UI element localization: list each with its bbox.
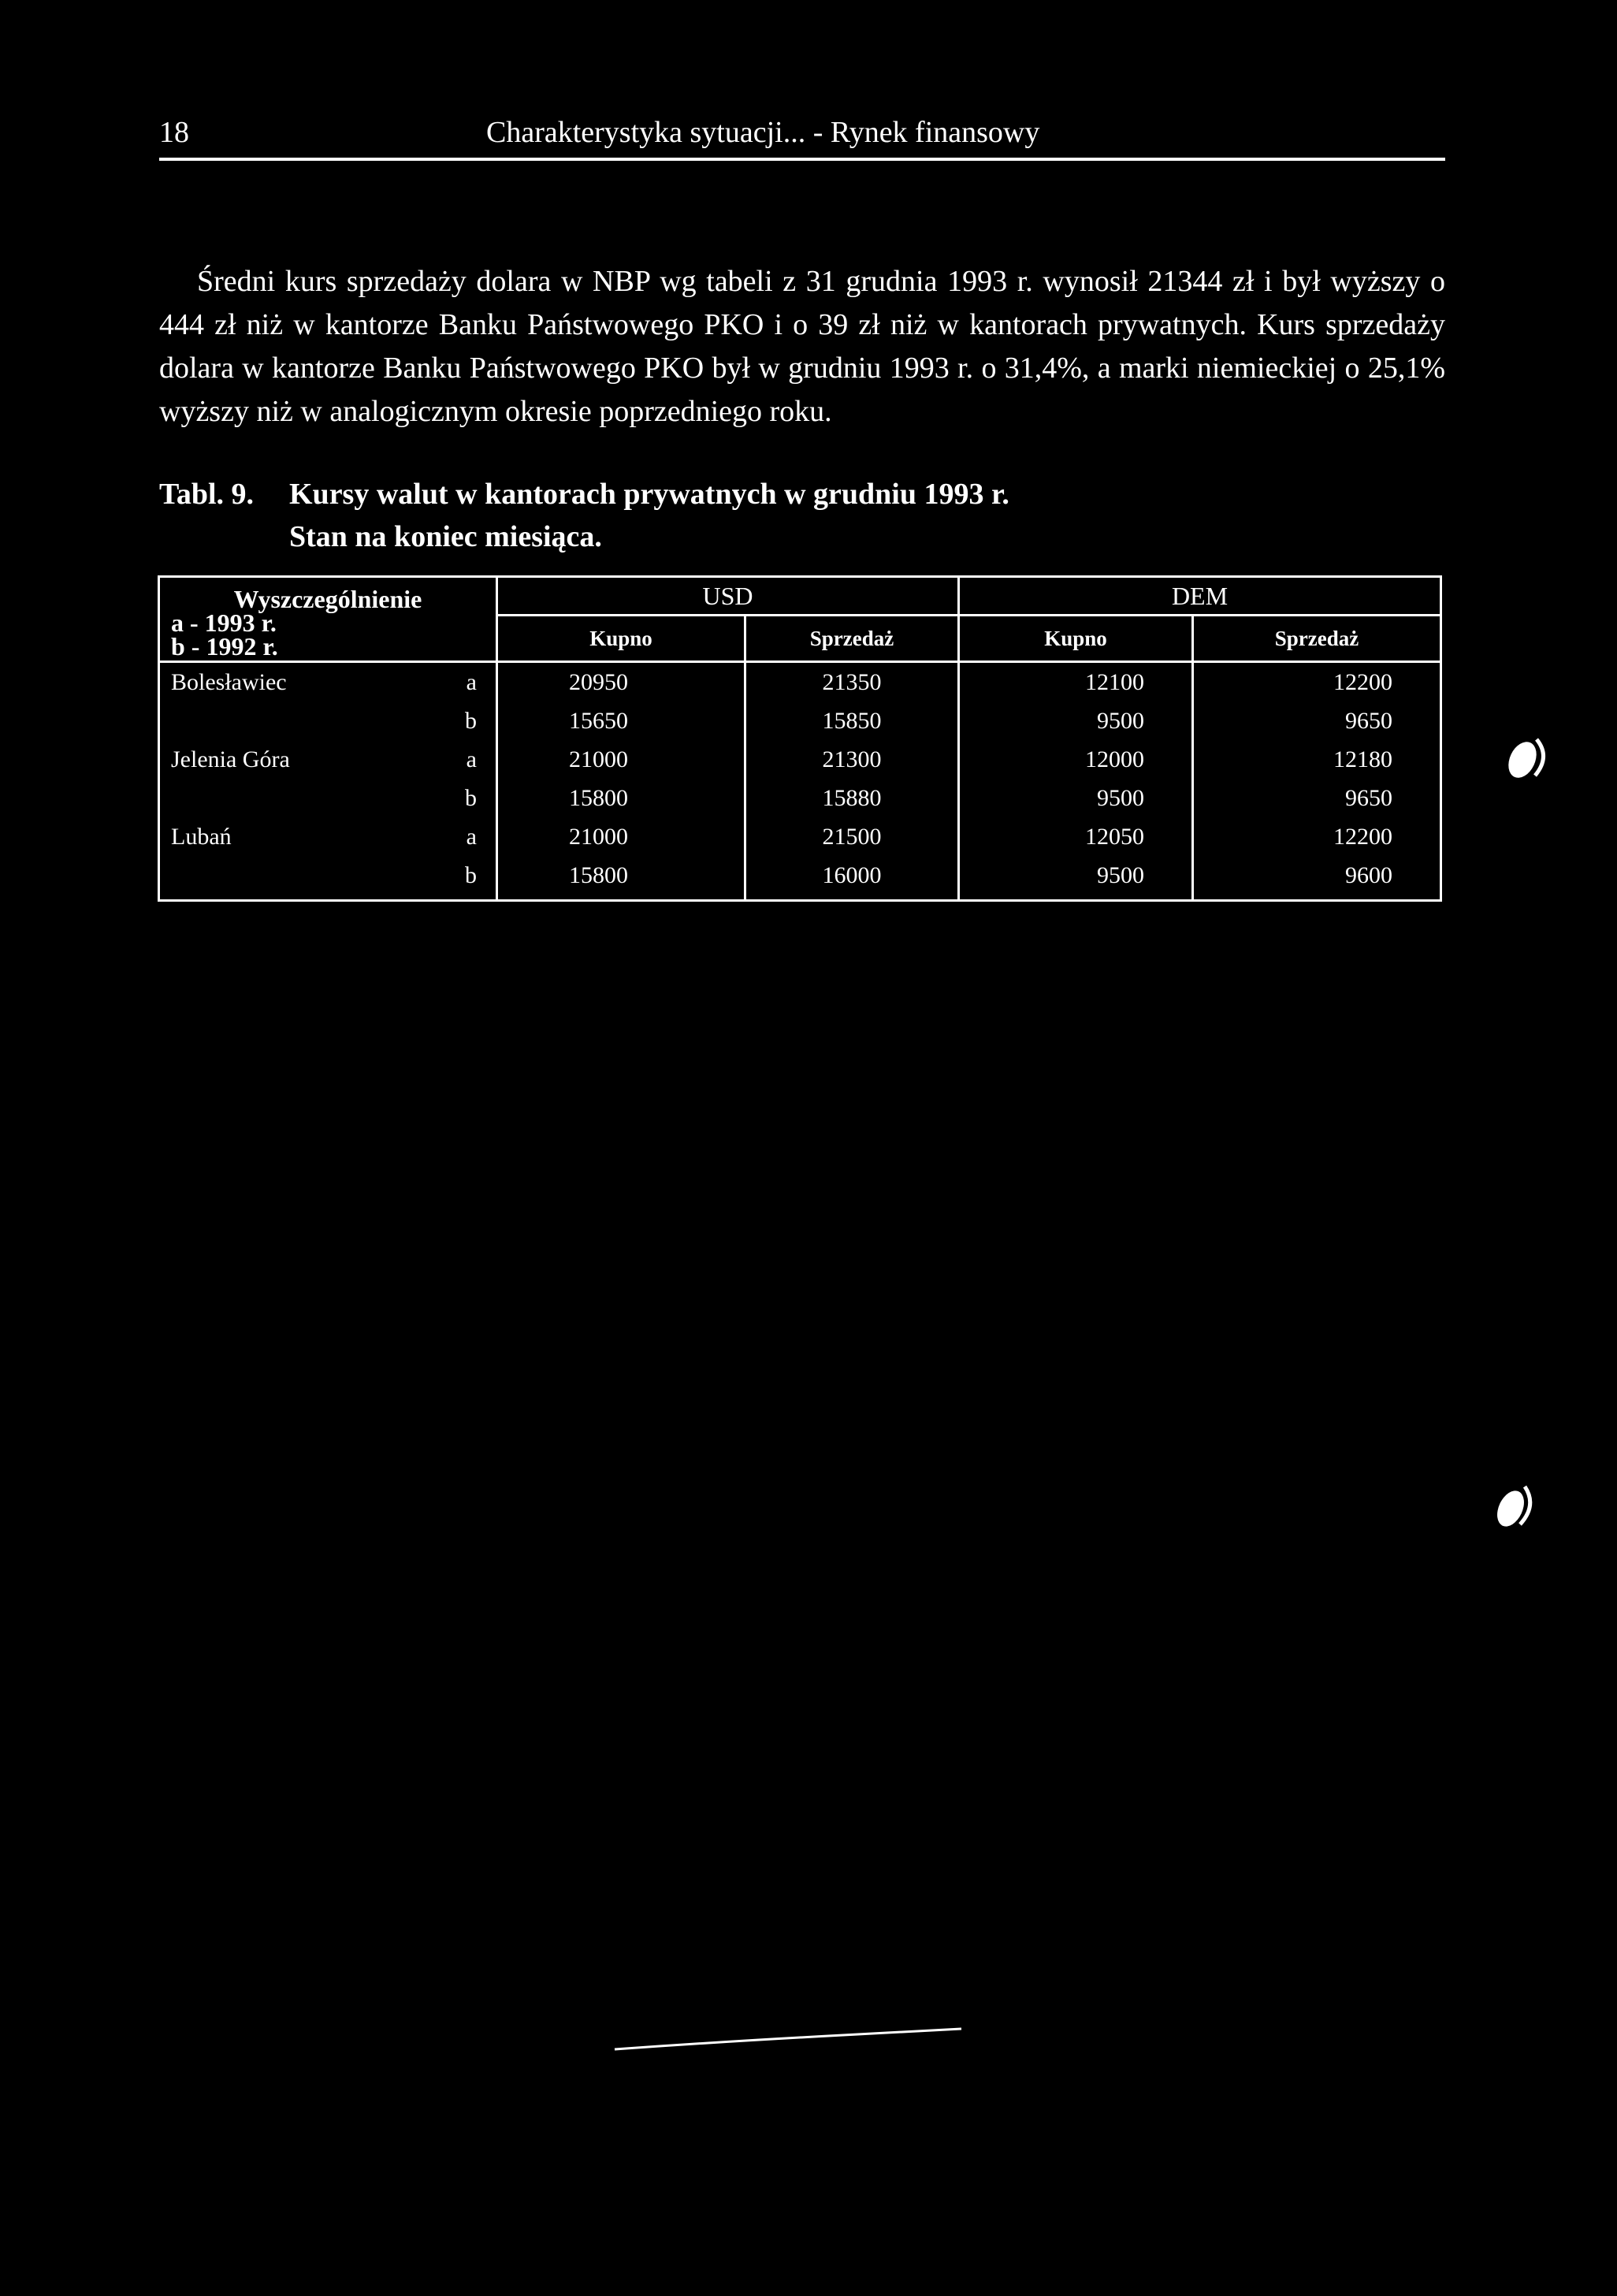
exchange-rate-table	[158, 575, 1442, 902]
row-city: Lubań	[159, 817, 419, 856]
scan-artifact-line	[607, 2018, 969, 2057]
table-row	[159, 779, 1441, 817]
cell-dem-kupno: 9500	[959, 779, 1193, 817]
row-city: Jelenia Góra	[159, 740, 419, 779]
cell-usd-kupno: 20950	[497, 662, 745, 702]
table-subtitle: Stan na koniec miesiąca.	[289, 520, 602, 553]
cell-usd-sprzedaz: 21500	[745, 817, 959, 856]
cell-dem-kupno: 12050	[959, 817, 1193, 856]
cell-usd-sprzedaz: 16000	[745, 856, 959, 901]
cell-usd-kupno: 21000	[497, 817, 745, 856]
cell-dem-kupno: 12000	[959, 740, 1193, 779]
group-header-usd: USD	[497, 577, 959, 616]
cell-usd-kupno: 21000	[497, 740, 745, 779]
scan-artifact-mark	[1497, 725, 1560, 788]
stub-header-legend-a: a - 1993 r.	[171, 608, 277, 637]
col-header-dem-kupno: Kupno	[959, 616, 1193, 662]
stub-header-legend-b: b - 1992 r.	[171, 632, 278, 661]
table-row	[159, 662, 1441, 702]
cell-usd-sprzedaz: 21300	[745, 740, 959, 779]
cell-dem-sprzedaz: 12180	[1193, 740, 1441, 779]
table-row	[159, 701, 1441, 740]
table-row	[159, 740, 1441, 779]
col-header-usd-kupno: Kupno	[497, 616, 745, 662]
row-year-code: a	[418, 817, 497, 856]
cell-dem-kupno: 9500	[959, 856, 1193, 901]
cell-usd-kupno: 15650	[497, 701, 745, 740]
row-city: Bolesławiec	[159, 662, 419, 702]
row-year-code: b	[418, 701, 497, 740]
cell-dem-sprzedaz: 12200	[1193, 662, 1441, 702]
row-year-code: a	[418, 740, 497, 779]
page-header	[159, 109, 1445, 161]
table-label: Tabl. 9.	[159, 478, 255, 511]
running-title: Charakterystyka sytuacji... - Rynek finansowy	[486, 116, 1040, 149]
scan-artifact-mark	[1485, 1474, 1548, 1537]
row-year-code: a	[418, 662, 497, 702]
row-city	[159, 701, 419, 740]
table-title: Kursy walut w kantorach prywatnych w grudniu 1993 r.	[289, 478, 1009, 511]
cell-usd-kupno: 15800	[497, 779, 745, 817]
table-row	[159, 856, 1441, 901]
row-city	[159, 856, 419, 901]
stub-header	[159, 577, 497, 662]
row-city	[159, 779, 419, 817]
cell-dem-sprzedaz: 12200	[1193, 817, 1441, 856]
cell-usd-sprzedaz: 21350	[745, 662, 959, 702]
cell-dem-kupno: 9500	[959, 701, 1193, 740]
group-header-dem: DEM	[959, 577, 1441, 616]
table-row	[159, 817, 1441, 856]
row-year-code: b	[418, 779, 497, 817]
page-number: 18	[159, 116, 189, 149]
cell-dem-sprzedaz: 9650	[1193, 779, 1441, 817]
table-caption	[159, 473, 1445, 558]
cell-usd-sprzedaz: 15850	[745, 701, 959, 740]
row-year-code: b	[418, 856, 497, 901]
cell-dem-kupno: 12100	[959, 662, 1193, 702]
col-header-usd-sprzedaz: Sprzedaż	[745, 616, 959, 662]
cell-usd-kupno: 15800	[497, 856, 745, 901]
body-paragraph: Średni kurs sprzedaży dolara w NBP wg tabeli z 31 grudnia 1993 r. wynosił 21344 zł i był wyższy o 444 zł niż w kantorze Banku Państwowego PKO i o 39 zł niż w kantorach prywatnych. Kurs sprzedaży dolara w kantorze Banku Państwowego PKO był w grudniu 1993 r. o 31,4%, a marki niemieckiej o 25,1% wyższy niż w analogicznym okresie poprzedniego roku.	[159, 265, 1445, 428]
stub-header-title: Wyszczególnienie	[233, 585, 422, 613]
col-header-dem-sprzedaz: Sprzedaż	[1193, 616, 1441, 662]
cell-dem-sprzedaz: 9650	[1193, 701, 1441, 740]
cell-dem-sprzedaz: 9600	[1193, 856, 1441, 901]
cell-usd-sprzedaz: 15880	[745, 779, 959, 817]
